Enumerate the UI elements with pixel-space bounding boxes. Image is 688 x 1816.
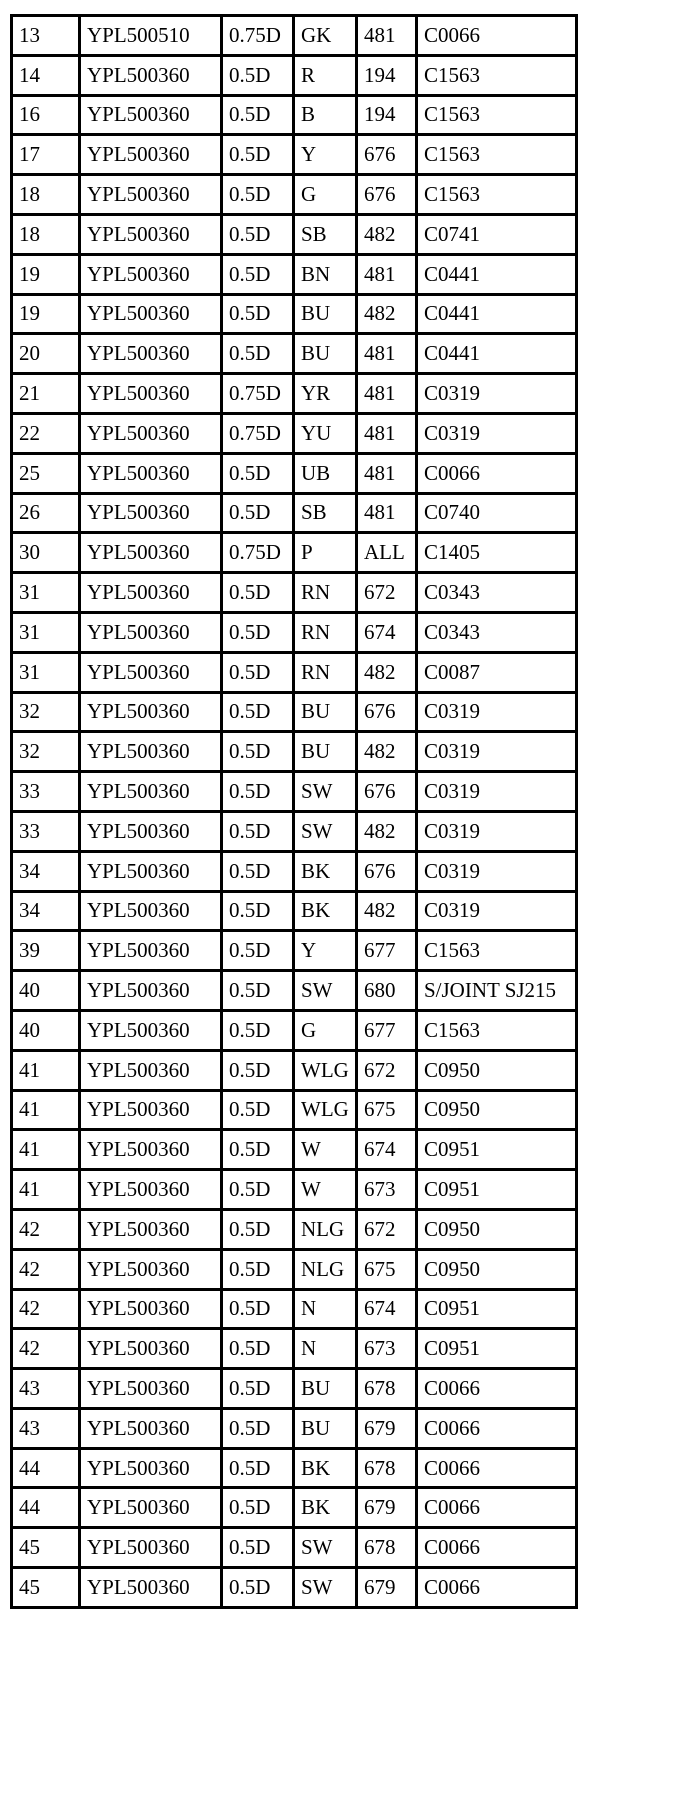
connector-cell: C0066 [417,1488,577,1528]
part-number-cell: YPL500510 [80,16,222,56]
part-number-cell: YPL500360 [80,1568,222,1608]
connector-cell: C1563 [417,135,577,175]
table-row [12,1568,577,1608]
code-cell: 676 [357,692,417,732]
wire-table-body [12,16,577,1608]
table-row [12,1369,577,1409]
row-number-cell: 30 [12,533,80,573]
size-cell: 0.5D [222,135,294,175]
code-cell: 672 [357,1209,417,1249]
table-row [12,573,577,613]
row-number-cell: 20 [12,334,80,374]
connector-cell: C0319 [417,772,577,812]
code-cell: 194 [357,55,417,95]
table-row [12,214,577,254]
size-cell: 0.5D [222,1130,294,1170]
code-cell: 482 [357,652,417,692]
code-cell: 481 [357,453,417,493]
connector-cell: C0319 [417,692,577,732]
part-number-cell: YPL500360 [80,175,222,215]
size-cell: 0.5D [222,851,294,891]
color-cell: BU [294,334,357,374]
code-cell: 679 [357,1488,417,1528]
size-cell: 0.5D [222,1329,294,1369]
color-cell: BU [294,294,357,334]
table-row [12,811,577,851]
code-cell: 675 [357,1090,417,1130]
color-cell: G [294,1010,357,1050]
part-number-cell: YPL500360 [80,573,222,613]
part-number-cell: YPL500360 [80,55,222,95]
code-cell: 678 [357,1528,417,1568]
row-number-cell: 44 [12,1448,80,1488]
part-number-cell: YPL500360 [80,851,222,891]
size-cell: 0.5D [222,1488,294,1528]
table-row [12,453,577,493]
part-number-cell: YPL500360 [80,135,222,175]
code-cell: 674 [357,612,417,652]
connector-cell: C0319 [417,851,577,891]
size-cell: 0.5D [222,891,294,931]
connector-cell: C0950 [417,1050,577,1090]
table-row [12,334,577,374]
table-row [12,1289,577,1329]
size-cell: 0.5D [222,931,294,971]
part-number-cell: YPL500360 [80,1369,222,1409]
size-cell: 0.75D [222,413,294,453]
row-number-cell: 42 [12,1329,80,1369]
row-number-cell: 41 [12,1050,80,1090]
color-cell: BK [294,1448,357,1488]
connector-cell: C1563 [417,55,577,95]
connector-cell: C0319 [417,732,577,772]
row-number-cell: 40 [12,1010,80,1050]
table-row [12,374,577,414]
connector-cell: C0950 [417,1090,577,1130]
code-cell: 194 [357,95,417,135]
size-cell: 0.5D [222,1568,294,1608]
row-number-cell: 34 [12,851,80,891]
size-cell: 0.5D [222,294,294,334]
row-number-cell: 39 [12,931,80,971]
part-number-cell: YPL500360 [80,612,222,652]
row-number-cell: 42 [12,1249,80,1289]
part-number-cell: YPL500360 [80,1329,222,1369]
table-row [12,1010,577,1050]
part-number-cell: YPL500360 [80,374,222,414]
table-row [12,851,577,891]
color-cell: BK [294,891,357,931]
color-cell: RN [294,652,357,692]
row-number-cell: 18 [12,175,80,215]
size-cell: 0.5D [222,334,294,374]
connector-cell: C0066 [417,16,577,56]
size-cell: 0.5D [222,254,294,294]
code-cell: 482 [357,811,417,851]
connector-cell: C0319 [417,891,577,931]
code-cell: 481 [357,493,417,533]
table-row [12,891,577,931]
code-cell: 673 [357,1329,417,1369]
table-row [12,95,577,135]
row-number-cell: 41 [12,1090,80,1130]
color-cell: GK [294,16,357,56]
part-number-cell: YPL500360 [80,772,222,812]
color-cell: SW [294,971,357,1011]
code-cell: 481 [357,334,417,374]
size-cell: 0.5D [222,1289,294,1329]
row-number-cell: 34 [12,891,80,931]
table-row [12,175,577,215]
size-cell: 0.5D [222,573,294,613]
connector-cell: C1405 [417,533,577,573]
row-number-cell: 40 [12,971,80,1011]
size-cell: 0.5D [222,453,294,493]
table-row [12,1249,577,1289]
connector-cell: C0951 [417,1170,577,1210]
table-row [12,1050,577,1090]
code-cell: 672 [357,573,417,613]
size-cell: 0.75D [222,374,294,414]
color-cell: YR [294,374,357,414]
color-cell: BN [294,254,357,294]
color-cell: Y [294,931,357,971]
color-cell: BU [294,732,357,772]
color-cell: BU [294,1369,357,1409]
part-number-cell: YPL500360 [80,1050,222,1090]
row-number-cell: 13 [12,16,80,56]
code-cell: 481 [357,374,417,414]
color-cell: B [294,95,357,135]
code-cell: 676 [357,851,417,891]
table-row [12,931,577,971]
code-cell: 482 [357,891,417,931]
connector-cell: C0951 [417,1289,577,1329]
connector-cell: C0319 [417,374,577,414]
row-number-cell: 45 [12,1528,80,1568]
code-cell: 674 [357,1130,417,1170]
table-row [12,294,577,334]
part-number-cell: YPL500360 [80,1289,222,1329]
part-number-cell: YPL500360 [80,732,222,772]
size-cell: 0.5D [222,1170,294,1210]
code-cell: 680 [357,971,417,1011]
color-cell: UB [294,453,357,493]
row-number-cell: 44 [12,1488,80,1528]
size-cell: 0.5D [222,1369,294,1409]
size-cell: 0.5D [222,1408,294,1448]
size-cell: 0.5D [222,1050,294,1090]
table-row [12,55,577,95]
color-cell: RN [294,612,357,652]
color-cell: NLG [294,1249,357,1289]
code-cell: 679 [357,1408,417,1448]
code-cell: 678 [357,1369,417,1409]
table-row [12,772,577,812]
color-cell: NLG [294,1209,357,1249]
code-cell: 676 [357,772,417,812]
color-cell: P [294,533,357,573]
table-row [12,254,577,294]
row-number-cell: 31 [12,612,80,652]
color-cell: W [294,1170,357,1210]
part-number-cell: YPL500360 [80,931,222,971]
size-cell: 0.5D [222,493,294,533]
connector-cell: C0950 [417,1209,577,1249]
color-cell: N [294,1329,357,1369]
part-number-cell: YPL500360 [80,453,222,493]
row-number-cell: 17 [12,135,80,175]
row-number-cell: 42 [12,1209,80,1249]
size-cell: 0.75D [222,16,294,56]
part-number-cell: YPL500360 [80,1408,222,1448]
part-number-cell: YPL500360 [80,891,222,931]
color-cell: SW [294,1568,357,1608]
code-cell: 482 [357,214,417,254]
color-cell: SW [294,1528,357,1568]
connector-cell: C0319 [417,413,577,453]
part-number-cell: YPL500360 [80,1170,222,1210]
row-number-cell: 25 [12,453,80,493]
color-cell: N [294,1289,357,1329]
row-number-cell: 41 [12,1170,80,1210]
table-row [12,1448,577,1488]
table-row [12,971,577,1011]
code-cell: 481 [357,413,417,453]
connector-cell: C0441 [417,254,577,294]
code-cell: 481 [357,254,417,294]
code-cell: 676 [357,135,417,175]
part-number-cell: YPL500360 [80,971,222,1011]
color-cell: SB [294,214,357,254]
code-cell: 482 [357,294,417,334]
connector-cell: C0740 [417,493,577,533]
code-cell: 481 [357,16,417,56]
part-number-cell: YPL500360 [80,95,222,135]
color-cell: BU [294,692,357,732]
connector-cell: C0319 [417,811,577,851]
part-number-cell: YPL500360 [80,1209,222,1249]
size-cell: 0.5D [222,1249,294,1289]
connector-cell: C0066 [417,1369,577,1409]
size-cell: 0.5D [222,612,294,652]
connector-cell: C0951 [417,1130,577,1170]
size-cell: 0.5D [222,95,294,135]
code-cell: ALL [357,533,417,573]
connector-cell: C0741 [417,214,577,254]
row-number-cell: 21 [12,374,80,414]
table-row [12,16,577,56]
code-cell: 673 [357,1170,417,1210]
table-row [12,1130,577,1170]
part-number-cell: YPL500360 [80,214,222,254]
row-number-cell: 31 [12,573,80,613]
row-number-cell: 18 [12,214,80,254]
connector-cell: C0343 [417,573,577,613]
table-row [12,612,577,652]
row-number-cell: 31 [12,652,80,692]
code-cell: 482 [357,732,417,772]
color-cell: SW [294,772,357,812]
color-cell: BK [294,1488,357,1528]
code-cell: 675 [357,1249,417,1289]
size-cell: 0.5D [222,1010,294,1050]
row-number-cell: 33 [12,772,80,812]
row-number-cell: 41 [12,1130,80,1170]
color-cell: RN [294,573,357,613]
table-row [12,493,577,533]
table-row [12,1408,577,1448]
code-cell: 678 [357,1448,417,1488]
color-cell: R [294,55,357,95]
connector-cell: C0950 [417,1249,577,1289]
connector-cell: C1563 [417,931,577,971]
table-row [12,1170,577,1210]
size-cell: 0.5D [222,692,294,732]
size-cell: 0.5D [222,971,294,1011]
connector-cell: C0951 [417,1329,577,1369]
part-number-cell: YPL500360 [80,1528,222,1568]
part-number-cell: YPL500360 [80,1130,222,1170]
row-number-cell: 14 [12,55,80,95]
connector-cell: S/JOINT SJ215 [417,971,577,1011]
size-cell: 0.5D [222,652,294,692]
code-cell: 676 [357,175,417,215]
size-cell: 0.5D [222,1090,294,1130]
row-number-cell: 26 [12,493,80,533]
wire-table [10,14,578,1609]
row-number-cell: 19 [12,254,80,294]
document-page [10,14,578,1609]
size-cell: 0.5D [222,811,294,851]
color-cell: SB [294,493,357,533]
row-number-cell: 43 [12,1369,80,1409]
table-row [12,533,577,573]
part-number-cell: YPL500360 [80,1448,222,1488]
size-cell: 0.5D [222,214,294,254]
color-cell: G [294,175,357,215]
connector-cell: C1563 [417,95,577,135]
part-number-cell: YPL500360 [80,1488,222,1528]
connector-cell: C0441 [417,334,577,374]
part-number-cell: YPL500360 [80,294,222,334]
row-number-cell: 32 [12,692,80,732]
part-number-cell: YPL500360 [80,811,222,851]
color-cell: BK [294,851,357,891]
row-number-cell: 45 [12,1568,80,1608]
connector-cell: C0066 [417,1408,577,1448]
code-cell: 672 [357,1050,417,1090]
connector-cell: C0066 [417,1568,577,1608]
part-number-cell: YPL500360 [80,334,222,374]
table-row [12,1488,577,1528]
size-cell: 0.75D [222,533,294,573]
connector-cell: C0066 [417,1448,577,1488]
part-number-cell: YPL500360 [80,493,222,533]
color-cell: SW [294,811,357,851]
table-row [12,413,577,453]
size-cell: 0.5D [222,1528,294,1568]
table-row [12,692,577,732]
color-cell: WLG [294,1090,357,1130]
color-cell: WLG [294,1050,357,1090]
connector-cell: C0066 [417,453,577,493]
code-cell: 677 [357,931,417,971]
size-cell: 0.5D [222,175,294,215]
connector-cell: C1563 [417,175,577,215]
table-row [12,1528,577,1568]
color-cell: BU [294,1408,357,1448]
connector-cell: C0087 [417,652,577,692]
table-row [12,1209,577,1249]
part-number-cell: YPL500360 [80,533,222,573]
connector-cell: C1563 [417,1010,577,1050]
size-cell: 0.5D [222,1209,294,1249]
color-cell: W [294,1130,357,1170]
connector-cell: C0343 [417,612,577,652]
size-cell: 0.5D [222,55,294,95]
part-number-cell: YPL500360 [80,254,222,294]
row-number-cell: 22 [12,413,80,453]
row-number-cell: 32 [12,732,80,772]
code-cell: 674 [357,1289,417,1329]
size-cell: 0.5D [222,732,294,772]
table-row [12,135,577,175]
color-cell: Y [294,135,357,175]
table-row [12,652,577,692]
code-cell: 679 [357,1568,417,1608]
size-cell: 0.5D [222,1448,294,1488]
table-row [12,732,577,772]
row-number-cell: 33 [12,811,80,851]
color-cell: YU [294,413,357,453]
part-number-cell: YPL500360 [80,413,222,453]
connector-cell: C0066 [417,1528,577,1568]
part-number-cell: YPL500360 [80,652,222,692]
row-number-cell: 16 [12,95,80,135]
size-cell: 0.5D [222,772,294,812]
connector-cell: C0441 [417,294,577,334]
code-cell: 677 [357,1010,417,1050]
table-row [12,1090,577,1130]
part-number-cell: YPL500360 [80,692,222,732]
table-row [12,1329,577,1369]
row-number-cell: 19 [12,294,80,334]
part-number-cell: YPL500360 [80,1010,222,1050]
part-number-cell: YPL500360 [80,1249,222,1289]
row-number-cell: 42 [12,1289,80,1329]
part-number-cell: YPL500360 [80,1090,222,1130]
row-number-cell: 43 [12,1408,80,1448]
